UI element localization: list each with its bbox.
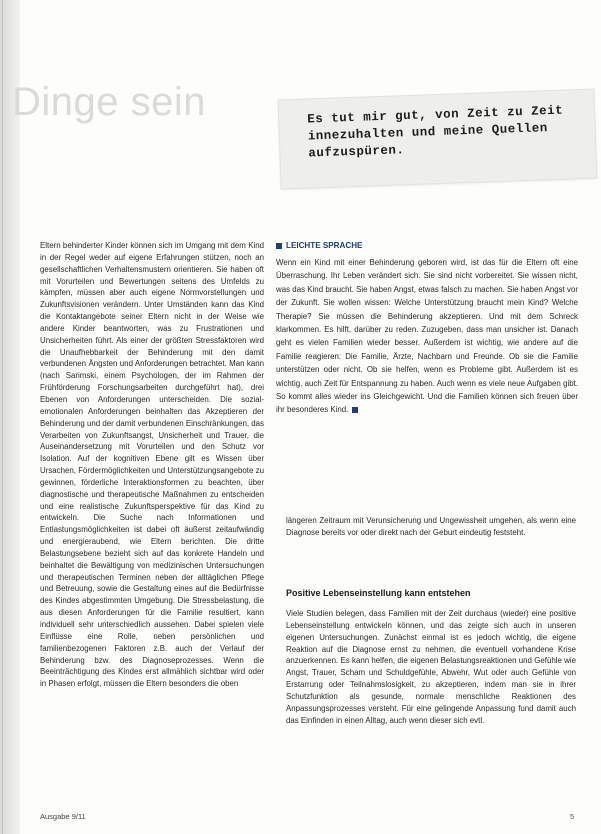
page-binding-edge bbox=[0, 0, 20, 834]
issue-footer: Ausgabe 9/11 bbox=[40, 812, 86, 821]
box-body-text: Wenn ein Kind mit einer Behinderung geboren wird, ist das für die Eltern oft eine Überraschung. Ihr Leben verändert sich. Sie sind nicht vorbereitet. Sie wissen nicht, was das Kind braucht. Sie haben Angst, etwas falsch zu machen. Sie haben Angst vor der Zukunft. Sie wollen wissen: Welche Unterstützung braucht mein Kind? Welche Therapie? Sie müssen die Behinderung akzeptieren. Und mit dem Schreck klarkommen. Es hilft, darüber zu reden. Zuzugeben, dass man unsicher ist. Danach geht es vielen Familien wieder besser. Außerdem ist wichtig, wie andere auf die Familie reagieren: Die Familie, Ärzte, Nachbarn und Freunde. Ob sie die Familie unterstützen oder nicht. Ob sie helfen, wenn es Probleme gibt. Außerdem ist es wichtig, auch Zeit für Entspannung zu haben. Auch wenn es viele neue Aufgaben gibt. So kommt alles wieder ins Gleichgewicht. Und die Familien können sich freuen über ihr besonderes Kind. bbox=[276, 258, 578, 415]
right-column-top bbox=[286, 515, 576, 539]
right-column-bottom bbox=[286, 608, 576, 726]
left-column-text: Eltern behinderter Kinder können sich im Umgang mit dem Kind in der Regel weder auf eigene Erfahrungen stützen, noch an gesellschaftlichen Verhaltensmustern orientieren. Sie haben oft mit Vorurteilen und Bewertungen seitens des Umfelds zu kämpfen, müssen aber auch eigene Normvorstellungen und Zukunftsvisionen verändern. Unter Umständen kann das Kind die Kontaktangebote seiner Eltern nicht in der Weise wie andere Kinder beantworten, was zu Frustrationen und Unsicherheiten führt. Als einer der größten Stressfaktoren wird die Unaufhebbarkeit der Behinderung mit den damit verbundenen Ängsten und Anforderungen betrachtet. Man kann (nach Sarimski, einem Psychologen, der im Rahmen der Frühförderung Forschungsarbeiten durchgeführt hat), drei Ebenen von Anforderungen unterscheiden. Die sozial-emotionalen Anforderungen beinhalten das Akzeptieren der Behinderung und der damit verbundenen Einschränkungen, das Verarbeiten von Zukunftsangst, Unsicherheit und Trauer, die Auseinandersetzung mit Vorurteilen und den Schutz vor Isolation. Auf der kognitiven Ebene gilt es Wissen über Ursachen, Fördermöglichkeiten und Unterstützungsangebote zu gewinnen, förderliche Interaktionsformen zu beachten, über diagnostische und therapeutische Maßnahmen zu entscheiden und eine realistische Zukunftsperspektive für das Kind zu entwickeln. Die Suche nach Informationen und Entlastungsmöglichkeiten ist dabei oft äußerst zeitaufwändig und energieraubend, wie Eltern berichten. Die dritte Belastungsebene bezieht sich auf das konkrete Handeln und beinhaltet die Bewältigung von medizinischen Untersuchungen und therapeutischen Terminen neben der alltäglichen Pflege und Betreuung, sowie die Gestaltung eines auf die Bedürfnisse des Kindes abgestimmten Umgebung. Die Stressbelastung, die aus diesen Anforderungen für die Familie resultiert, kann individuell sehr unterschiedlich aussehen. Dabei spielen viele Einflüsse eine Rolle, neben persönlichen und familienbezogenen Faktoren z.B. auch der Verlauf der Behinderung bzw. des Diagnoseprozesses. Wenn die Beeinträchtigung des Kindes erst allmählich sichtbar wird oder in Phasen erfolgt, müssen die Eltern besonders die oben bbox=[40, 241, 264, 689]
section-subheading: Positive Lebenseinstellung kann entstehen bbox=[286, 588, 471, 598]
box-body bbox=[276, 256, 578, 417]
right-column-top-text: längeren Zeitraum mit Verunsicherung und Ungewissheit umgehen, als wenn eine Diagnose bereits vor oder direkt nach der Geburt eindeutig feststeht. bbox=[286, 516, 576, 537]
end-square-icon bbox=[352, 407, 358, 413]
square-bullet-icon bbox=[276, 243, 282, 249]
box-heading bbox=[276, 240, 578, 252]
right-column-bottom-text: Viele Studien belegen, dass Familien mit der Zeit durchaus (wieder) eine positive Lebenseinstellung entwickeln können, und das zeigte sich auch in unseren eigenen Untersuchungen. Zunächst einmal ist es jedoch wichtig, die eigene Reaktion auf die Diagnose ernst zu nehmen, die eventuell vorhandene Krise anzuerkennen. Es kann helfen, die eigenen Belastungsreaktionen und Gefühle wie Angst, Trauer, Scham und Schuldgefühle, Abwehr, Wut oder auch Gefühle von Erstarrung oder Teilnahmslosigkeit, zu akzeptieren, indem man sie in ihrer Schutzfunktion als gesunde, normale menschliche Reaktionen des Anpassungsprozesses versteht. Für eine gelingende Anpassung fund damit auch das Einfinden in einen Alltag, auch wenn dieser sich evtl. bbox=[286, 609, 576, 725]
easy-language-box bbox=[276, 240, 578, 464]
quote-note bbox=[279, 90, 597, 189]
left-column bbox=[40, 240, 264, 690]
box-heading-label: LEICHTE SPRACHE bbox=[286, 241, 363, 250]
quote-text: Es tut mir gut, von Zeit zu Zeit innezuhalten und meine Quellen aufzuspüren. bbox=[306, 103, 564, 161]
headline: Dinge sein bbox=[12, 80, 207, 124]
page-number: 5 bbox=[570, 812, 575, 821]
